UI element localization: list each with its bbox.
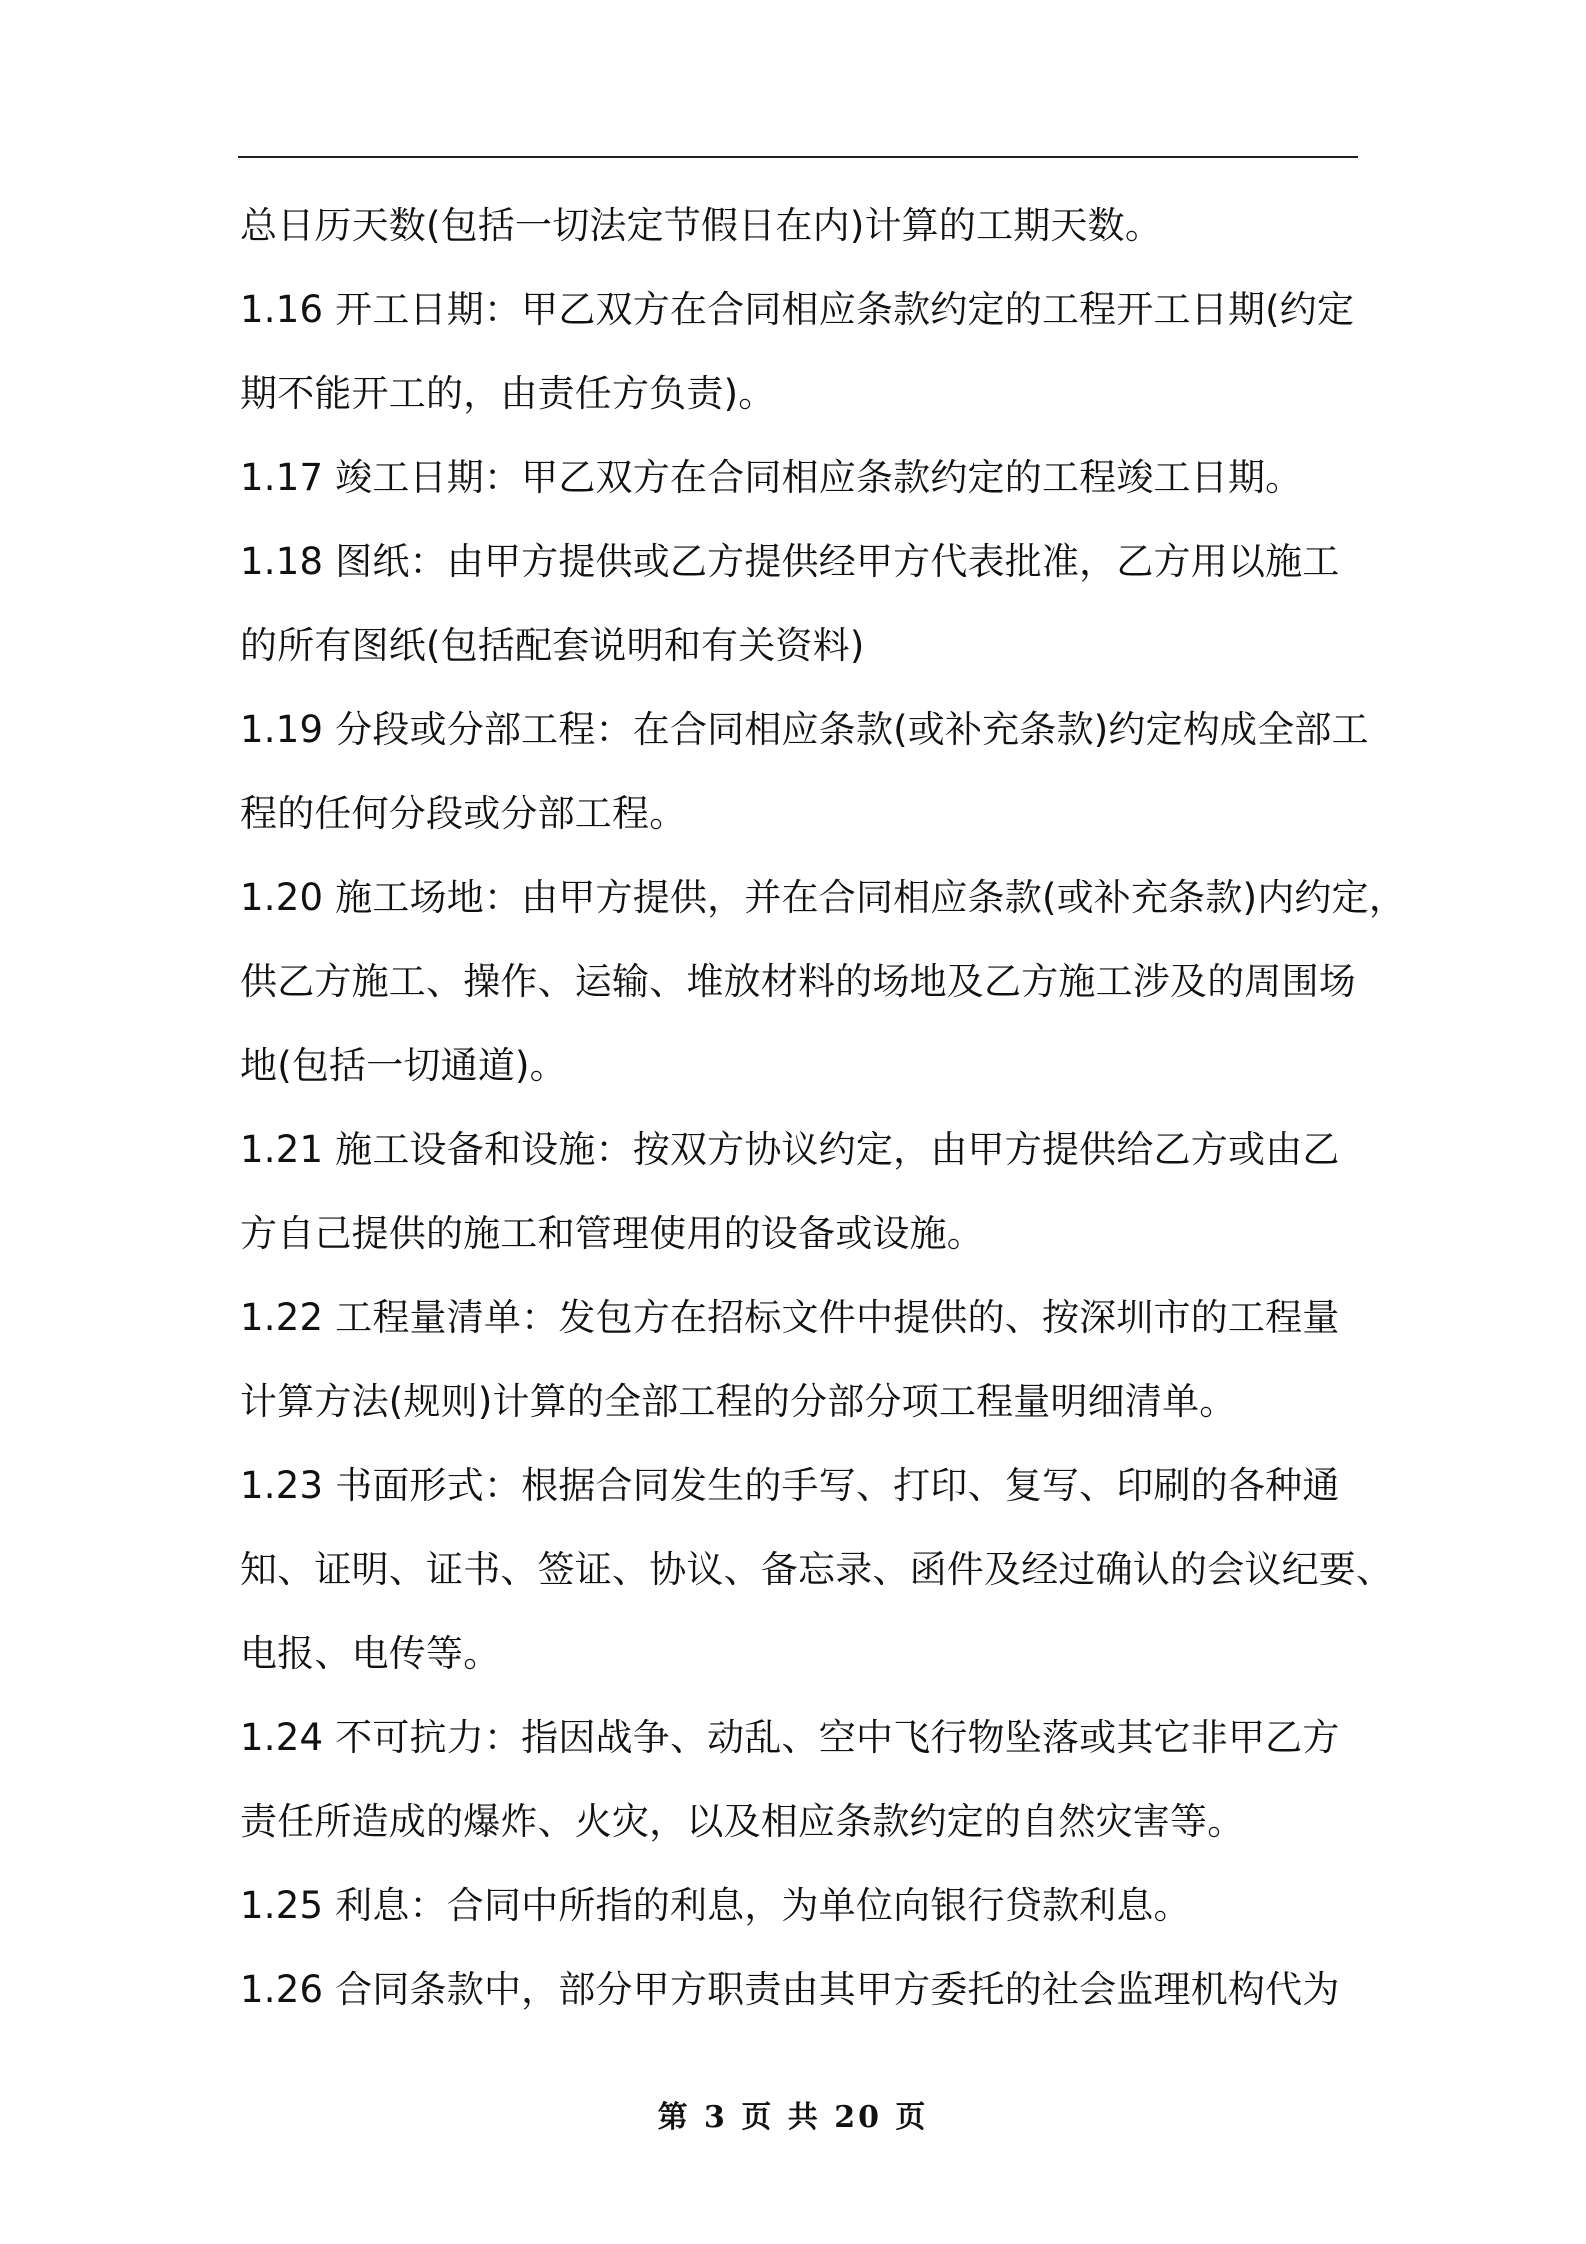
text-line: 供乙方施工、操作、运输、堆放材料的场地及乙方施工涉及的周围场 (240, 960, 1356, 1003)
text-line: 知、证明、证书、签证、协议、备忘录、函件及经过确认的会议纪要、 (240, 1548, 1394, 1591)
text-line: 程的任何分段或分部工程。 (240, 792, 687, 835)
text-line: 1.26 合同条款中，部分甲方职责由其甲方委托的社会监理机构代为 (240, 1968, 1340, 2011)
text-line: 1.17 竣工日期：甲乙双方在合同相应条款约定的工程竣工日期。 (240, 456, 1303, 499)
text-line: 1.16 开工日期：甲乙双方在合同相应条款约定的工程开工日期(约定 (240, 288, 1355, 331)
text-line: 电报、电传等。 (240, 1632, 501, 1675)
text-line: 总日历天数(包括一切法定节假日在内)计算的工期天数。 (240, 204, 1163, 247)
text-line: 方自己提供的施工和管理使用的设备或设施。 (240, 1212, 984, 1255)
text-line: 的所有图纸(包括配套说明和有关资料) (240, 624, 865, 667)
text-line: 1.25 利息：合同中所指的利息，为单位向银行贷款利息。 (240, 1884, 1191, 1927)
text-line: 1.24 不可抗力：指因战争、动乱、空中飞行物坠落或其它非甲乙方 (240, 1716, 1340, 1759)
page-number-footer: 第 3 页 共 20 页 (657, 2100, 929, 2135)
text-line: 1.18 图纸：由甲方提供或乙方提供经甲方代表批准，乙方用以施工 (240, 540, 1340, 583)
text-line: 1.21 施工设备和设施：按双方协议约定，由甲方提供给乙方或由乙 (240, 1128, 1340, 1171)
text-line: 1.20 施工场地：由甲方提供，并在合同相应条款(或补充条款)内约定， (240, 876, 1407, 919)
text-line: 责任所造成的爆炸、火灾，以及相应条款约定的自然灾害等。 (240, 1800, 1245, 1843)
text-line: 1.23 书面形式：根据合同发生的手写、打印、复写、印刷的各种通 (240, 1464, 1340, 1507)
text-line: 期不能开工的，由责任方负责)。 (240, 372, 776, 415)
text-line: 计算方法(规则)计算的全部工程的分部分项工程量明细清单。 (240, 1380, 1237, 1423)
header-rule (238, 156, 1358, 158)
text-line: 1.22 工程量清单：发包方在招标文件中提供的、按深圳市的工程量 (240, 1296, 1340, 1339)
text-line: 1.19 分段或分部工程：在合同相应条款(或补充条款)约定构成全部工 (240, 708, 1369, 751)
text-line: 地(包括一切通道)。 (240, 1044, 567, 1087)
